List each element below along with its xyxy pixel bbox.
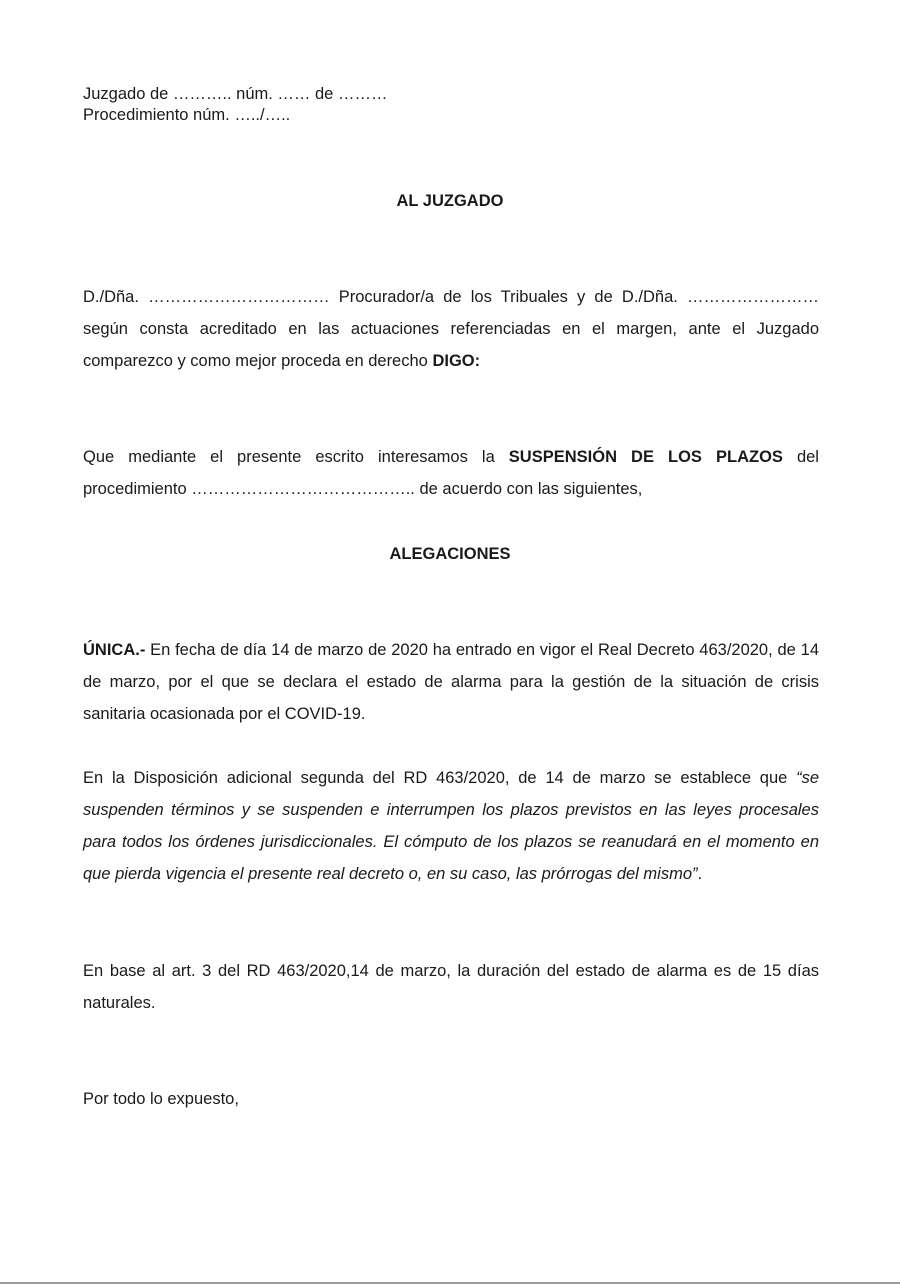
request-paragraph xyxy=(83,441,819,505)
disposition-end: . xyxy=(697,865,703,883)
request-text-before: Que mediante el presente escrito interesamos la xyxy=(83,448,509,466)
request-text-after: del procedimiento ………………………………….. de acuerdo con las siguientes, xyxy=(83,448,819,498)
heading-court: AL JUZGADO xyxy=(396,192,504,210)
closing-paragraph xyxy=(83,1083,819,1115)
closing-text: Por todo lo expuesto, xyxy=(83,1090,239,1108)
request-bold: SUSPENSIÓN DE LOS PLAZOS xyxy=(508,448,783,466)
duration-text: En base al art. 3 del RD 463/2020,14 de marzo, la duración del estado de alarma es de 15 días naturales. xyxy=(83,962,819,1012)
digo-label: DIGO: xyxy=(432,352,481,370)
heading-allegations: ALEGACIONES xyxy=(389,545,511,563)
court-line: Juzgado de ……….. núm. …… de ……… xyxy=(83,85,388,103)
disposition-quote: “se suspenden términos y se suspenden e interrumpen los plazos previstos en las leyes procesales para todos los órdenes jurisdiccionales. El cómputo de los plazos se reanudará en el momento en que pierda vigencia el presente real decreto o, en su caso, las prórrogas del mismo” xyxy=(83,769,819,883)
duration-paragraph xyxy=(83,955,819,1019)
intro-paragraph xyxy=(83,281,819,377)
unica-text: En fecha de día 14 de marzo de 2020 ha entrado en vigor el Real Decreto 463/2020, de 14 de marzo, por el que se declara el estado de alarma para la gestión de la situación de crisis sanitaria ocasionada por el COVID-19. xyxy=(83,641,819,723)
disposition-paragraph xyxy=(83,762,819,890)
unica-label: ÚNICA.- xyxy=(83,641,146,659)
procedure-line: Procedimiento núm. …../….. xyxy=(83,106,291,124)
intro-text: D./Dña. …………………………… Procurador/a de los Tribuales y de D./Dña. …………………… según consta acreditado en las actuaciones referenciadas en el margen, ante el Juzgado comparezco y como mejor proceda en derecho xyxy=(83,288,819,370)
disposition-text: En la Disposición adicional segunda del RD 463/2020, de 14 de marzo se establece que xyxy=(83,769,797,787)
allegation-unica-paragraph xyxy=(83,634,819,730)
case-header xyxy=(83,84,387,126)
